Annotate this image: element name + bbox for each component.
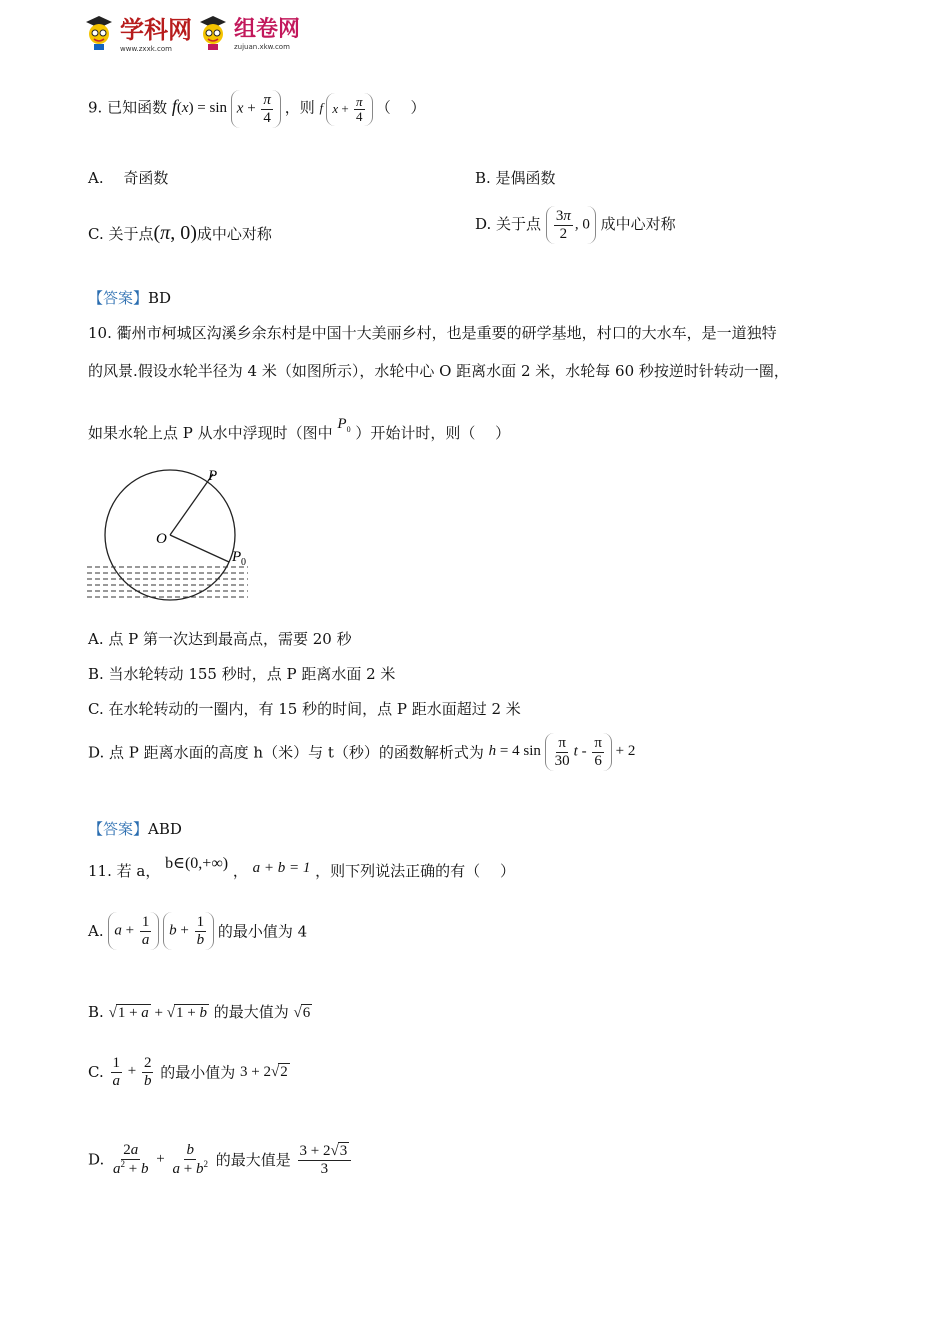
label-P: P <box>208 468 218 484</box>
mascot-icon <box>84 14 114 50</box>
q11-option-a: A. a + $\frac{1}{a}$ b + $\frac{1}{b}$ 的最小值为 4 <box>88 912 307 950</box>
q10-line-1: 10. 衢州市柯城区沟溪乡余东村是中国十大美丽乡村，也是重要的研学基地，村口的大水车，是一道独特 <box>88 324 777 342</box>
mascot-icon-2 <box>198 14 228 50</box>
q10-line-3: 如果水轮上点 P 从水中浮现时（图中 $P_0$ ）开始计时，则（ ） <box>88 416 511 442</box>
q9-answer: 【答案】BD <box>88 289 172 307</box>
q9-prefix: 9. 已知函数 <box>88 98 168 117</box>
q11-option-c: C. $\frac{1}{a}$ + $\frac{2}{b}$ 的最小值为 3 + 2√2 <box>88 1055 288 1089</box>
q9-option-b: B. 是偶函数 <box>475 169 556 187</box>
logo-xuekewang: 学科网 www.zxxk.com <box>120 16 192 53</box>
q9-option-d: D. 关于点 $\frac{3\pi}{2}$ , 0 成中心对称 <box>475 206 676 244</box>
q10-option-c: C. 在水轮转动的一圈内，有 15 秒的时间，点 P 距水面超过 2 米 <box>88 700 521 718</box>
q9-function-def: f(x) = sin x + $\frac{\pi}{4}$ <box>172 100 285 116</box>
water-wheel-figure <box>84 465 264 607</box>
q9-paren: （ ） <box>375 98 426 117</box>
radius-OP0 <box>170 535 229 562</box>
q9-then: ，则 <box>284 98 315 117</box>
q9-option-a: A. 奇函数 <box>88 169 169 187</box>
q10-answer: 【答案】ABD <box>88 820 182 838</box>
q11-stem: 11. 若 a， b∈(0,+∞) ， a + b = 1 ，则下列说法正确的有（ ） <box>88 855 515 880</box>
label-O: O <box>156 531 167 547</box>
q11-option-d: D. $\frac{2a}{a^2 + b}$ + $\frac{b}{a + b^2}$ 的最大值是 $\frac{3 + 2√3}{3}$ <box>88 1142 353 1177</box>
radius-OP <box>170 474 213 535</box>
q9-shifted-function: f x + $\frac{\pi}{4}$ <box>319 100 375 115</box>
q9-option-c: C. 关于点(π, 0)成中心对称 <box>88 222 272 244</box>
q10-option-a: A. 点 P 第一次达到最高点，需要 20 秒 <box>88 630 352 648</box>
label-P0: P <box>232 549 242 565</box>
q10-option-b: B. 当水轮转动 155 秒时，点 P 距离水面 2 米 <box>88 665 396 683</box>
logo-zujuanwang: 组卷网 zujuan.xkw.com <box>234 17 301 51</box>
q11-option-b: B. √1 + a + √1 + b 的最大值为 √6 <box>88 1003 311 1021</box>
q10-line-2: 的风景.假设水轮半径为 4 米（如图所示），水轮中心 O 距离水面 2 米，水轮每 60 秒按逆时针转动一圈， <box>88 362 789 380</box>
label-P0-sub: 0 <box>241 557 246 568</box>
q9-stem <box>88 90 426 128</box>
q10-option-d: D. 点 P 距离水面的高度 h（米）与 t（秒）的函数解析式为 h = 4 sin $\frac{\pi}{30}$ t - $\frac{\pi}{6}$ + 2 <box>88 733 635 771</box>
header-logos <box>84 10 300 53</box>
